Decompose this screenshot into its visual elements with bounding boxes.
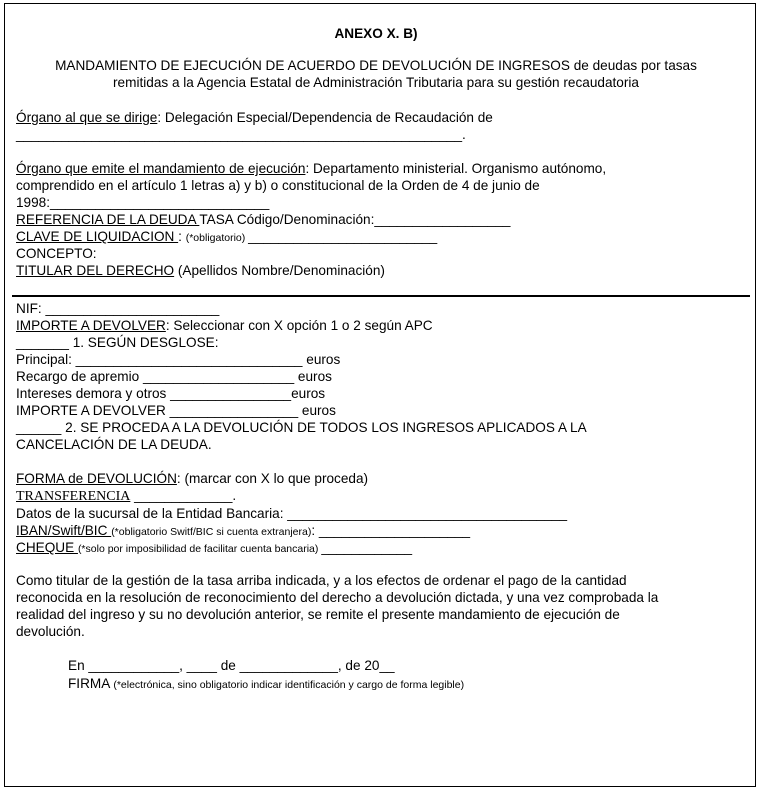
- firma-note: (*electrónica, sino obligatorio indicar identificación y cargo de forma legible): [113, 679, 465, 691]
- opcion2-line-1[interactable]: ______ 2. SE PROCEDA A LA DEVOLUCIÓN DE TODOS LOS INGRESOS APLICADOS A LA: [16, 420, 587, 435]
- paragraph-line-1: Como titular de la gestión de la tasa arriba indicada, y a los efectos de ordenar el pago de la cantidad: [16, 573, 627, 588]
- desglose-intereses[interactable]: Intereses demora y otros ________________euros: [16, 386, 326, 401]
- titular-label: TITULAR DEL DERECHO: [16, 263, 175, 278]
- referencia-text: TASA Código/Denominación:__________________: [199, 212, 511, 227]
- heading-rest: de deudas por tasas: [569, 58, 697, 73]
- transferencia-label: TRANSFERENCIA: [16, 489, 131, 504]
- nif-field[interactable]: NIF: _______________________: [16, 301, 220, 316]
- firma-label: FIRMA: [68, 676, 114, 691]
- clave-line[interactable]: [16, 229, 437, 246]
- cheque-note: (*solo por imposibilidad de facilitar cuenta bancaria): [77, 543, 322, 555]
- forma-label: FORMA de DEVOLUCIÓN: [16, 471, 177, 486]
- concepto-label: CONCEPTO:: [16, 246, 97, 261]
- organo-emite-line: [16, 161, 606, 177]
- heading-line-1: [0, 58, 752, 74]
- heading-line-2: remitidas a la Agencia Estatal de Administración Tributaria para su gestión recaudatoria: [113, 75, 639, 90]
- annex-title: ANEXO X. B): [334, 26, 418, 41]
- iban-note: (*obligatorio Switf/BIC si cuenta extranjera): [111, 526, 312, 538]
- cheque-line[interactable]: [16, 540, 412, 557]
- organo-emite-label: Órgano que emite el mandamiento de ejecución: [16, 161, 306, 176]
- titular-line: [16, 263, 385, 279]
- desglose-importe[interactable]: IMPORTE A DEVOLVER _________________ euros: [16, 403, 336, 418]
- desglose-principal[interactable]: Principal: ______________________________ euros: [16, 352, 341, 367]
- titular-text: (Apellidos Nombre/Denominación): [174, 263, 385, 278]
- paragraph-line-3: realidad del ingreso y su no devolución anterior, se remite el presente mandamiento de ejecución de: [16, 607, 620, 622]
- organo-emite-text-3[interactable]: 1998:_____________________________: [16, 195, 270, 210]
- organo-dirige-line: [16, 110, 493, 126]
- referencia-line[interactable]: [16, 212, 510, 228]
- sucursal-field[interactable]: Datos de la sucursal de la Entidad Bancaria: _____________________________________: [16, 506, 568, 521]
- organo-emite-text-2: comprendido en el artículo 1 letras a) y b) o constitucional de la Orden de 4 de junio de: [16, 178, 540, 193]
- section-divider: [12, 295, 750, 297]
- fecha-line[interactable]: En ____________, ____ de _____________, de 20__: [68, 658, 395, 673]
- organo-dirige-label: Órgano al que se dirige: [16, 110, 158, 125]
- clave-label: CLAVE DE LIQUIDACION: [16, 229, 179, 244]
- iban-blank[interactable]: : ____________________: [311, 523, 471, 538]
- referencia-label: REFERENCIA DE LA DEUDA: [16, 212, 200, 227]
- desglose-title[interactable]: _______ 1. SEGÚN DESGLOSE:: [16, 335, 219, 350]
- iban-line[interactable]: [16, 523, 470, 540]
- clave-note: (*obligatorio): [185, 232, 249, 244]
- importe-line: [16, 318, 433, 334]
- cheque-blank[interactable]: ____________: [321, 540, 413, 555]
- organo-emite-text: : Departamento ministerial. Organismo autónomo,: [305, 161, 607, 176]
- paragraph-line-2: reconocida en la resolución de reconocimiento del derecho a devolución dictada, y una vez comprobada la: [16, 590, 659, 605]
- transferencia-line[interactable]: [16, 488, 236, 505]
- forma-line: [16, 471, 368, 487]
- importe-label: IMPORTE A DEVOLVER: [16, 318, 166, 333]
- clave-colon: :: [178, 229, 186, 244]
- firma-line[interactable]: [68, 676, 464, 693]
- transferencia-blank[interactable]: _____________.: [130, 488, 237, 503]
- iban-label: IBAN/Swift/BIC: [16, 523, 112, 538]
- forma-text: : (marcar con X lo que proceda): [176, 471, 369, 486]
- clave-blank[interactable]: _________________________: [248, 229, 438, 244]
- heading-bold: MANDAMIENTO DE EJECUCIÓN DE ACUERDO DE DEVOLUCIÓN DE INGRESOS: [55, 58, 570, 73]
- paragraph-line-4: devolución.: [16, 624, 85, 639]
- desglose-recargo[interactable]: Recargo de apremio ____________________ euros: [16, 369, 332, 384]
- organo-dirige-blank[interactable]: ___________________________________________________________.: [16, 127, 466, 142]
- opcion2-line-2: CANCELACIÓN DE LA DEUDA.: [16, 437, 212, 452]
- importe-text: : Seleccionar con X opción 1 o 2 según APC: [165, 318, 433, 333]
- cheque-label: CHEQUE: [16, 540, 78, 555]
- organo-dirige-text: : Delegación Especial/Dependencia de Recaudación de: [157, 110, 493, 125]
